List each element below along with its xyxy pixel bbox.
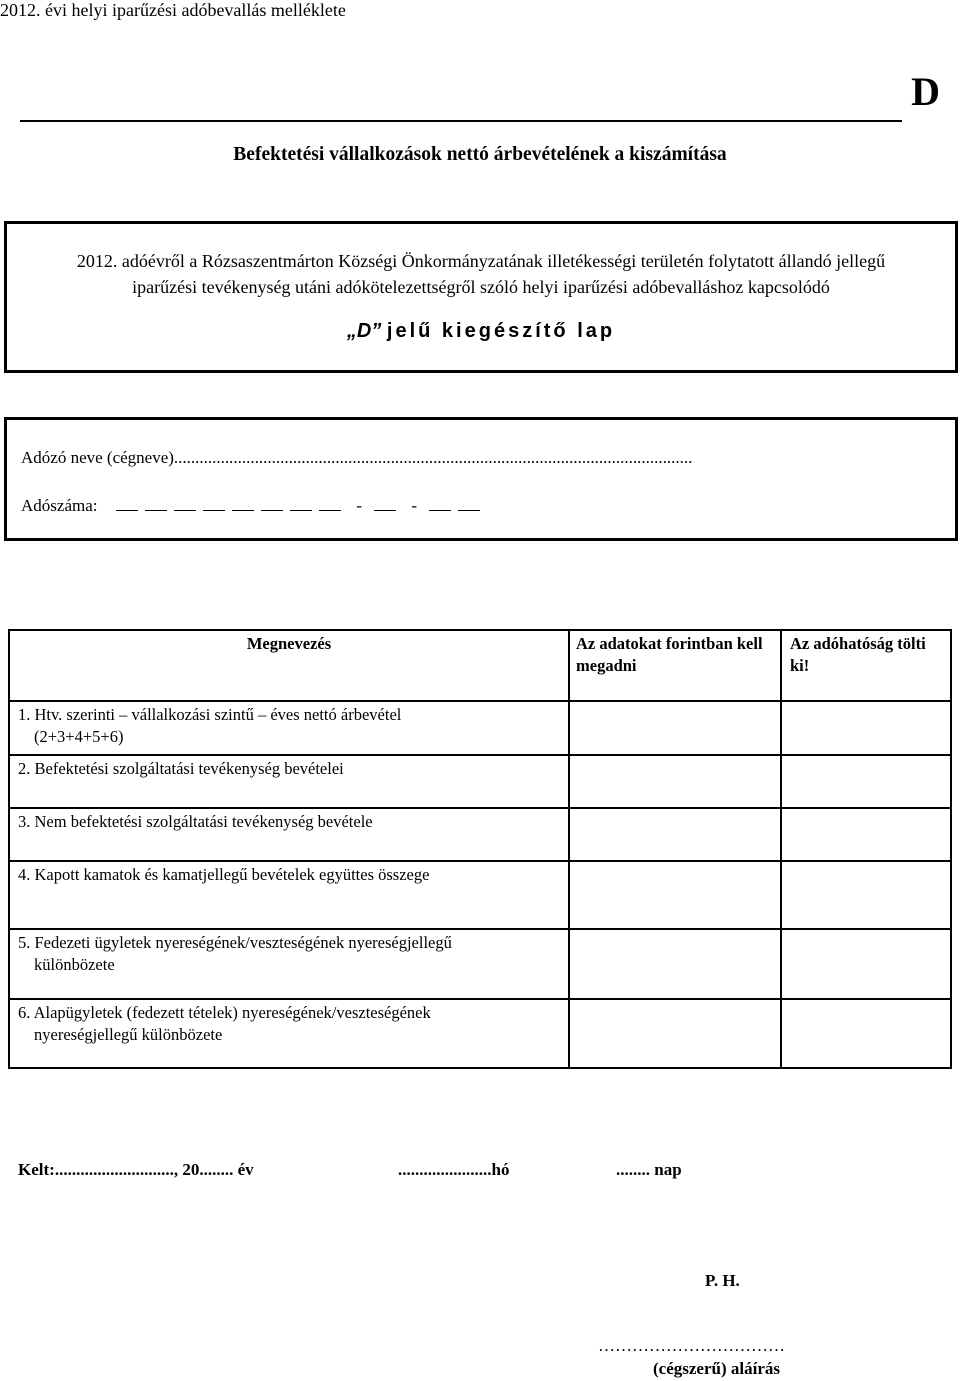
header-cell-name: Megnevezés bbox=[9, 630, 569, 701]
date-day: ........ nap bbox=[616, 1160, 682, 1179]
row-label-line1: 5. Fedezeti ügyletek nyereségének/veszteségének nyereségjellegű bbox=[18, 933, 452, 952]
tax-digit[interactable] bbox=[174, 500, 196, 511]
header-cell-amount: Az adatokat forintban kell megadni bbox=[569, 630, 781, 701]
tax-digit[interactable] bbox=[145, 500, 167, 511]
separator: - bbox=[411, 496, 418, 515]
page-title: Befektetési vállalkozások nettó árbevételének a kiszámítása bbox=[233, 144, 727, 165]
amount-cell[interactable] bbox=[569, 861, 781, 929]
amount-cell[interactable] bbox=[569, 929, 781, 999]
table-row bbox=[9, 701, 951, 755]
table-row bbox=[9, 755, 951, 808]
signature-label: (cégszerű) aláírás bbox=[653, 1359, 780, 1378]
intro-line-2: iparűzési tevékenység utáni adókötelezettségről szóló helyi iparűzési adóbevalláshoz kapcsolódó bbox=[132, 277, 830, 297]
top-text: 2012. évi helyi iparűzési adóbevallás melléklete bbox=[0, 0, 346, 20]
subtitle bbox=[7, 320, 955, 343]
tax-digit[interactable] bbox=[458, 500, 480, 511]
signature-dots: …………………………… bbox=[598, 1336, 785, 1355]
form-letter: D bbox=[911, 69, 940, 114]
stamp-label: P. H. bbox=[705, 1271, 740, 1290]
intro-box bbox=[4, 221, 958, 373]
row-label-line2: nyereségjellegű különbözete bbox=[34, 1025, 223, 1044]
header-rule bbox=[20, 120, 902, 122]
row-label bbox=[9, 999, 569, 1068]
tax-digit[interactable] bbox=[319, 500, 341, 511]
row-label-line1: 3. Nem befektetési szolgáltatási tevékenység bevétele bbox=[18, 812, 373, 831]
table-row bbox=[9, 808, 951, 861]
tax-number-label: Adószáma: bbox=[21, 496, 98, 515]
amount-cell[interactable] bbox=[569, 755, 781, 808]
authority-cell bbox=[781, 701, 951, 755]
table-header-row bbox=[9, 630, 951, 701]
table-row bbox=[9, 861, 951, 929]
authority-cell bbox=[781, 808, 951, 861]
row-label bbox=[9, 808, 569, 861]
row-label-line2: különbözete bbox=[34, 955, 115, 974]
authority-cell bbox=[781, 929, 951, 999]
table-row bbox=[9, 999, 951, 1068]
table-row bbox=[9, 929, 951, 999]
tax-digit[interactable] bbox=[116, 500, 138, 511]
amount-cell[interactable] bbox=[569, 999, 781, 1068]
authority-cell bbox=[781, 999, 951, 1068]
authority-cell bbox=[781, 861, 951, 929]
date-line: Kelt:............................, 20........ év bbox=[18, 1160, 254, 1179]
row-label-line1: 6. Alapügyletek (fedezett tételek) nyereségének/veszteségének bbox=[18, 1003, 431, 1022]
authority-cell bbox=[781, 755, 951, 808]
row-label bbox=[9, 861, 569, 929]
row-label-line1: 2. Befektetési szolgáltatási tevékenység bevételei bbox=[18, 759, 344, 778]
tax-digit[interactable] bbox=[374, 500, 396, 511]
row-label bbox=[9, 929, 569, 999]
tax-digit[interactable] bbox=[203, 500, 225, 511]
separator: - bbox=[356, 496, 362, 515]
subtitle-code: „D” bbox=[346, 320, 382, 342]
row-label-line1: 1. Htv. szerinti – vállalkozási szintű – éves nettó árbevétel bbox=[18, 705, 402, 724]
tax-digit[interactable] bbox=[429, 500, 451, 511]
row-label-line1: 4. Kapott kamatok és kamatjellegű bevételek együttes összege bbox=[18, 865, 430, 884]
date-month: ......................hó bbox=[398, 1160, 510, 1179]
tax-digit[interactable] bbox=[261, 500, 283, 511]
taxpayer-name-label: Adózó neve (cégneve).......................................................................................................................... bbox=[21, 448, 693, 467]
row-label bbox=[9, 701, 569, 755]
amount-cell[interactable] bbox=[569, 701, 781, 755]
header-cell-authority: Az adóhatóság tölti ki! bbox=[781, 630, 951, 701]
subtitle-text: jelű kiegészítő lap bbox=[386, 320, 616, 342]
row-label bbox=[9, 755, 569, 808]
revenue-table bbox=[8, 629, 952, 1069]
taxpayer-box bbox=[4, 417, 958, 541]
intro-line-1: 2012. adóévről a Rózsaszentmárton Községi Önkormányzatának illetékességi területén folytatott állandó jellegű bbox=[76, 251, 886, 271]
tax-number-row bbox=[21, 496, 487, 516]
amount-cell[interactable] bbox=[569, 808, 781, 861]
row-label-line2: (2+3+4+5+6) bbox=[34, 727, 124, 746]
tax-digit[interactable] bbox=[290, 500, 312, 511]
tax-digit[interactable] bbox=[232, 500, 254, 511]
